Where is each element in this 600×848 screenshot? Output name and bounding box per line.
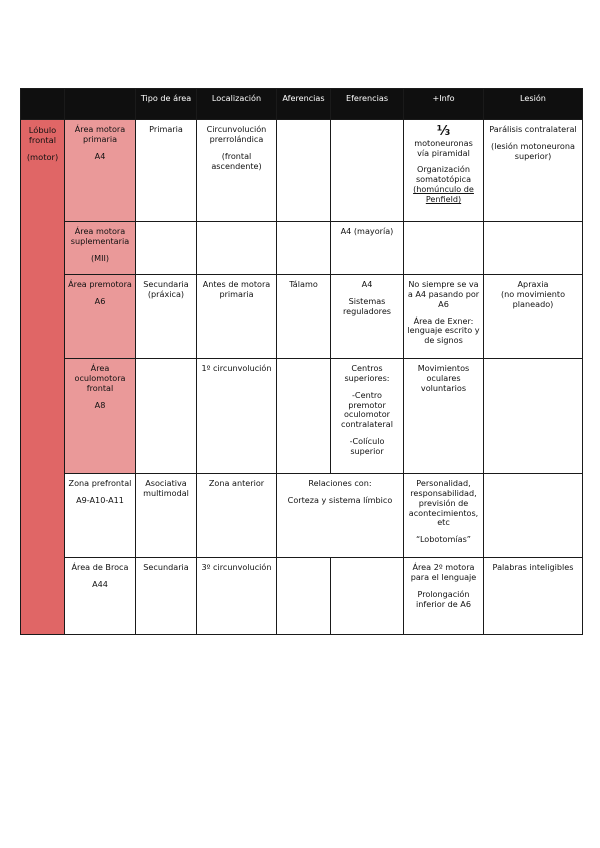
area-code: A44 bbox=[92, 578, 108, 589]
info-text-3: (homúnculo de Penfield) bbox=[413, 184, 474, 204]
header-eferencias: Eferencias bbox=[331, 89, 404, 120]
lesion-cell bbox=[484, 474, 583, 558]
localizacion-cell: 3º circunvolución bbox=[197, 558, 277, 635]
header-lobe bbox=[21, 89, 65, 120]
lesion-note: (no movimiento planeado) bbox=[500, 288, 566, 309]
localizacion-cell: Zona anterior bbox=[197, 474, 277, 558]
table-row bbox=[21, 222, 583, 275]
lesion-text: Apraxia bbox=[517, 279, 549, 289]
eferencias-cell bbox=[331, 359, 404, 474]
aferencias-cell bbox=[277, 120, 331, 222]
tipo-cell bbox=[136, 359, 197, 474]
aferencias-cell: Tálamo bbox=[277, 275, 331, 359]
relaciones-text-1: Relaciones con: bbox=[308, 478, 372, 488]
lesion-cell bbox=[484, 275, 583, 359]
eferencias-text-1: A4 bbox=[361, 279, 373, 289]
info-cell bbox=[404, 474, 484, 558]
lesion-cell bbox=[484, 120, 583, 222]
area-code: A8 bbox=[94, 399, 106, 410]
area-name: Área motora suplementaria bbox=[70, 226, 130, 246]
tipo-cell: Primaria bbox=[136, 120, 197, 222]
info-text-1: motoneuronas vía piramidal bbox=[414, 137, 473, 158]
header-localizacion: Localización bbox=[197, 89, 277, 120]
tipo-cell bbox=[136, 222, 197, 275]
area-name: Área oculomotora frontal bbox=[74, 363, 126, 393]
area-code: (MII) bbox=[90, 252, 110, 263]
area-name: Área premotora bbox=[68, 279, 132, 289]
header-lesion: Lesión bbox=[484, 89, 583, 120]
info-text-2: Organización somatotópica bbox=[415, 164, 472, 185]
info-text-1: No siempre se va a A4 pasando por A6 bbox=[407, 279, 480, 309]
info-text-2: Prolongación inferior de A6 bbox=[415, 588, 471, 609]
info-cell bbox=[404, 558, 484, 635]
area-cell bbox=[65, 222, 136, 275]
lesion-cell bbox=[484, 222, 583, 275]
info-cell bbox=[404, 275, 484, 359]
aferencias-cell bbox=[277, 359, 331, 474]
localizacion-cell bbox=[197, 120, 277, 222]
header-tipo: Tipo de área bbox=[136, 89, 197, 120]
eferencias-cell bbox=[331, 275, 404, 359]
table-row bbox=[21, 558, 583, 635]
localizacion-cell bbox=[197, 222, 277, 275]
eferencias-text-2: -Centro premotor oculomotor contralateral bbox=[341, 389, 393, 430]
lesion-text: Parálisis contralateral bbox=[489, 124, 577, 134]
aferencias-cell bbox=[277, 222, 331, 275]
localizacion-cell: 1º circunvolución bbox=[197, 359, 277, 474]
info-cell bbox=[404, 120, 484, 222]
header-aferencias: Aferencias bbox=[277, 89, 331, 120]
area-cell bbox=[65, 359, 136, 474]
aferencias-cell bbox=[277, 558, 331, 635]
brain-areas-table bbox=[20, 88, 583, 635]
area-name: Área motora primaria bbox=[74, 124, 126, 144]
area-name: Área de Broca bbox=[71, 562, 129, 572]
header-info: +Info bbox=[404, 89, 484, 120]
eferencias-text-1: Centros superiores: bbox=[344, 363, 390, 383]
localizacion-note: (frontal ascendente) bbox=[211, 150, 262, 171]
eferencias-cell bbox=[331, 558, 404, 635]
info-text-1: Área 2º motora para el lenguaje bbox=[410, 562, 477, 582]
lobe-cell bbox=[21, 120, 65, 635]
eferencias-cell bbox=[331, 120, 404, 222]
lesion-note: (lesión motoneurona superior) bbox=[491, 140, 575, 161]
area-cell bbox=[65, 558, 136, 635]
header-area bbox=[65, 89, 136, 120]
eferencias-cell: A4 (mayoría) bbox=[331, 222, 404, 275]
tipo-cell: Asociativa multimodal bbox=[136, 474, 197, 558]
lobe-subtitle: (motor) bbox=[26, 152, 59, 163]
tipo-cell: Secundaria (práxica) bbox=[136, 275, 197, 359]
info-text-2: Área de Exner: lenguaje escrito y de signos bbox=[407, 315, 480, 346]
lesion-cell: Palabras inteligibles bbox=[484, 558, 583, 635]
eferencias-text-2: Sistemas reguladores bbox=[342, 295, 392, 316]
header-row bbox=[21, 89, 583, 120]
area-code: A9-A10-A11 bbox=[76, 494, 124, 505]
table-row bbox=[21, 120, 583, 222]
fraction-text: ⅓ bbox=[436, 124, 451, 139]
area-code: A4 bbox=[94, 150, 106, 161]
info-cell bbox=[404, 222, 484, 275]
area-cell bbox=[65, 120, 136, 222]
lesion-cell bbox=[484, 359, 583, 474]
area-name: Zona prefrontal bbox=[68, 478, 132, 488]
eferencias-text-3: -Colículo superior bbox=[349, 436, 385, 457]
table-row bbox=[21, 474, 583, 558]
localizacion-cell: Antes de motora primaria bbox=[197, 275, 277, 359]
area-cell bbox=[65, 275, 136, 359]
relaciones-text-2: Corteza y sistema límbico bbox=[287, 494, 393, 505]
info-text-1: Personalidad, responsabilidad, previsión de acontecimientos, etc bbox=[408, 478, 479, 528]
table-row bbox=[21, 275, 583, 359]
area-code: A6 bbox=[94, 295, 106, 306]
info-cell: Movimientos oculares voluntarios bbox=[404, 359, 484, 474]
localizacion-text: Circunvolución prerrolándica bbox=[206, 124, 267, 144]
lobe-name: Lóbulo frontal bbox=[28, 125, 57, 146]
table-row bbox=[21, 359, 583, 474]
area-cell bbox=[65, 474, 136, 558]
info-text-2: “Lobotomías” bbox=[416, 534, 471, 545]
relaciones-cell bbox=[277, 474, 404, 558]
tipo-cell: Secundaria bbox=[136, 558, 197, 635]
